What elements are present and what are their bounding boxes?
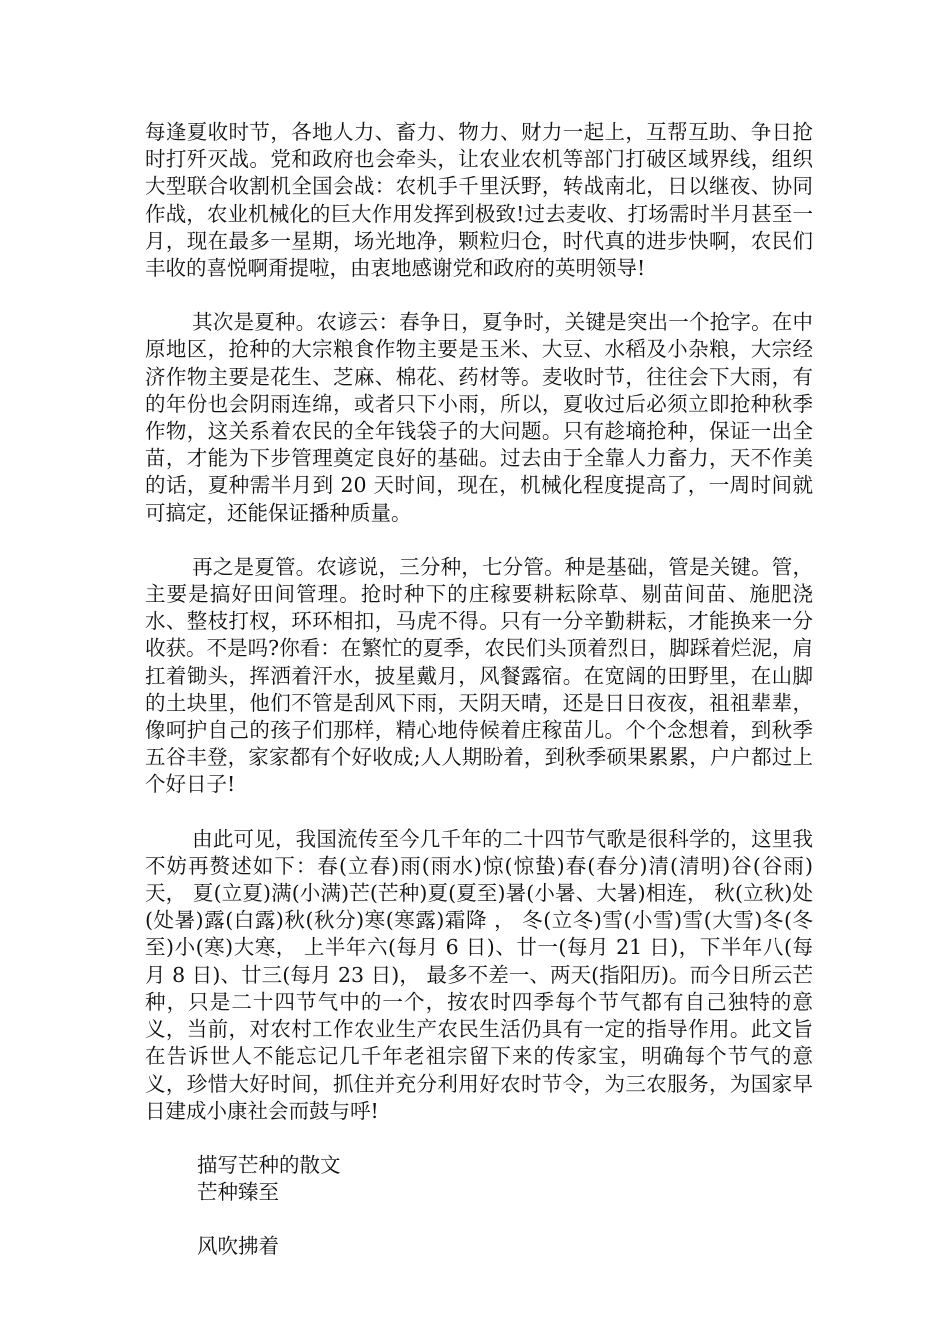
paragraph-summer-management: 再之是夏管。农谚说，三分种，七分管。种是基础，管是关键。管，主要是搞好田间管理。抢时种下的庄稼要耕耘除草、剔苗间苗、施肥浇水、整枝打杈，环环相扣，马虎不得。只有一分辛勤耕耘，才能换来一分收获。不是吗?你看：在繁忙的夏季，农民们头顶着烈日，脚踩着烂泥，肩扛着锄头，挥洒着汗水，披星戴月，风餐露宿。在宽阔的田野里，在山脚的土块里，他们不管是刮风下雨，天阴天晴，还是日日夜夜，祖祖辈辈，像呵护自己的孩子们那样，精心地侍候着庄稼苗儿。个个念想着，到秋季五谷丰登，家家都有个好收成;人人期盼着，到秋季硕果累累，户户都过上个好日子! [145, 554, 813, 797]
poem-line: 风吹拂着 [197, 1234, 279, 1259]
paragraph-solar-terms: 由此可见，我国流传至今几千年的二十四节气歌是很科学的，这里我不妨再赘述如下：春(立春)雨(雨水)惊(惊蛰)春(春分)清(清明)谷(谷雨)天， 夏(立夏)满(小满)芒(芒种)夏(夏至)暑(小暑、大暑)相连， 秋(立秋)处(处暑)露(白露)秋(秋分)寒(寒露)霜降 ， 冬(立冬)雪(小雪)雪(大雪)冬(冬至)小(寒)大寒， 上半年六(每月 6 日)、廿一(每月 21 日)，下半年八(每月 8 日)、廿三(每月 23 日)， 最多不差一、两天(指阳历)。而今日所云芒种，只是二十四节气中的一个，按农时四季每个节气都有自己独特的意义，当前，对农村工作农业生产农民生活仍具有一定的指导作用。此文旨在告诉世人不能忘记几千年老祖宗留下来的传家宝，明确每个节气的意义，珍惜大好时间，抓住并充分利用好农时节令，为三农服务，为国家早日建成小康社会而鼓与呼! [145, 826, 813, 1123]
paragraph-summer-planting: 其次是夏种。农谚云：春争日，夏争时，关键是突出一个抢字。在中原地区，抢种的大宗粮食作物主要是玉米、大豆、水稻及小杂粮，大宗经济作物主要是花生、芝麻、棉花、药材等。麦收时节，往往会下大雨，有的年份也会阴雨连绵，或者只下小雨，所以，夏收过后必须立即抢种秋季作物，这关系着农民的全年钱袋子的大问题。只有趁墒抢种，保证一出全苗，才能为下步管理奠定良好的基础。过去由于全靠人力畜力，天不作美 的话，夏种需半月到 20 天时间，现在，机械化程度提高了，一周时间就可搞定，还能保证播种质量。 [145, 310, 813, 525]
paragraph-summer-harvest: 每逢夏收时节，各地人力、畜力、物力、财力一起上，互帮互助、争日抢时打歼灭战。党和政府也会牵头，让农业农机等部门打破区域界线，组织大型联合收割机全国会战：农机手千里沃野，转战南北，日以继夜、协同作战，农业机械化的巨大作用发挥到极致!过去麦收、打场需时半月甚至一月，现在最多一星期，场光地净，颗粒归仓，时代真的进步快啊，农民们丰收的喜悦啊甭提啦，由衷地感谢党和政府的英明领导! [145, 120, 813, 281]
blank-line [145, 1206, 813, 1233]
essay-subtitle: 芒种臻至 [197, 1180, 279, 1205]
document-body [145, 119, 813, 1261]
essay-heading: 描写芒种的散文 [197, 1152, 341, 1177]
